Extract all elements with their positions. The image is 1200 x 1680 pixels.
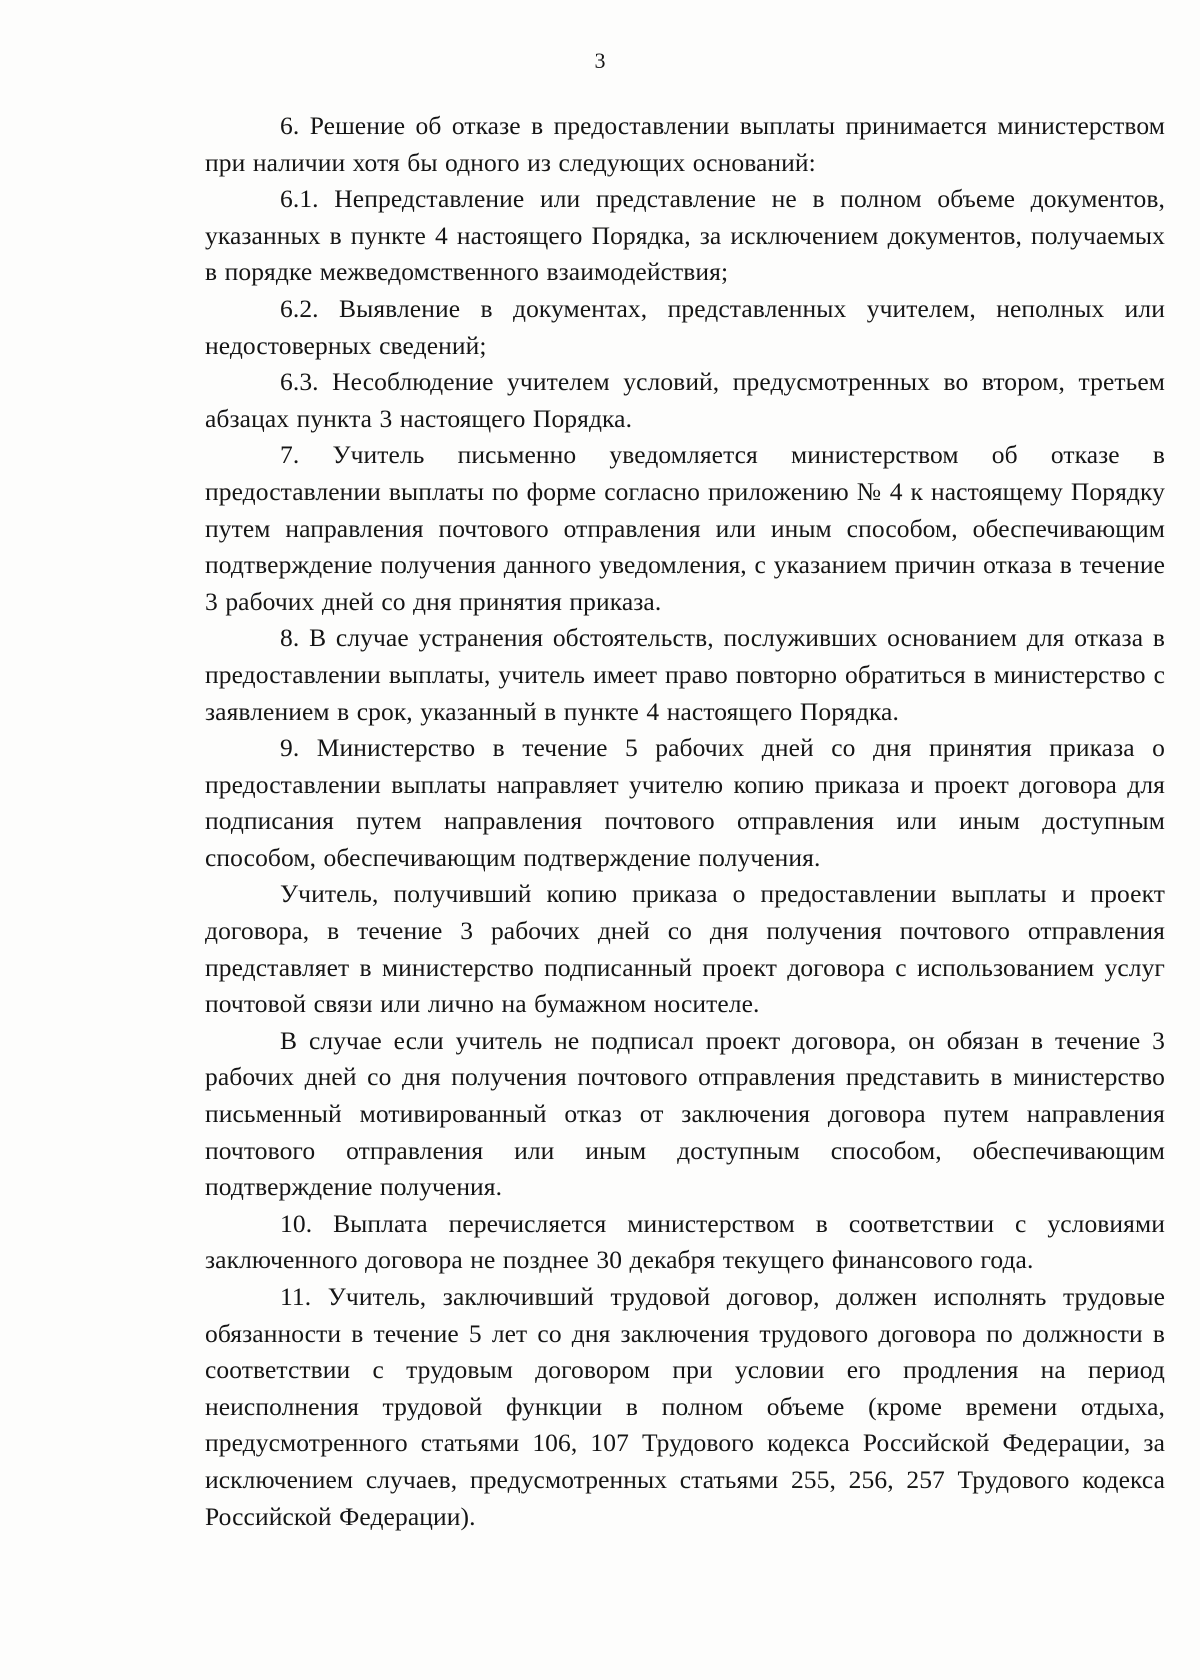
paragraph-9-teacher-signing: Учитель, получивший копию приказа о предоставлении выплаты и проект договора, в течение 3 рабочих дней со дня получения почтового отправления представляет в министерство подписанный проект договора с использованием услуг почтовой связи или лично на бумажном носителе. [205, 879, 1165, 1019]
paragraph-10: 10. Выплата перечисляется министерством в соответствии с условиями заключенного договора не позднее 30 декабря текущего финансового года. [205, 1208, 1165, 1275]
paragraph-6-1: 6.1. Непредставление или представление не в полном объеме документов, указанных в пункте 4 настоящего Порядка, за исключением документов, получаемых в порядке межведомственного взаимодействия; [205, 184, 1165, 287]
page-number: 3 [594, 48, 606, 73]
paragraph-9: 9. Министерство в течение 5 рабочих дней со дня принятия приказа о предоставлении выплаты направляет учителю копию приказа и проект договора для подписания путем направления почтового отправления или иным доступным способом, обеспечивающим подтверждение получения. [205, 733, 1165, 872]
paragraph-9-refusal: В случае если учитель не подписал проект договора, он обязан в течение 3 рабочих дней со дня получения почтового отправления представить в министерство письменный мотивированный отказ от заключения договора путем направления почтового отправления или иным доступным способом, обеспечивающим подтверждение получения. [205, 1025, 1165, 1202]
paragraph-11: 11. Учитель, заключивший трудовой договор, должен исполнять трудовые обязанности в течение 5 лет со дня заключения трудового договора по должности в соответствии с трудовым договором при условии его продления на период неисполнения трудовой функции в полном объеме (кроме времени отдыха, предусмотренного статьями 106, 107 Трудового кодекса Российской Федерации, за исключением случаев, предусмотренных статьями 255, 256, 257 Трудового кодекса Российской Федерации). [205, 1282, 1165, 1531]
paragraph-7: 7. Учитель письменно уведомляется министерством об отказе в предоставлении выплаты по форме согласно приложению № 4 к настоящему Порядку путем направления почтового отправления или иным способом, обеспечивающим подтверждение получения данного уведомления, с указанием причин отказа в течение 3 рабочих дней со дня принятия приказа. [205, 440, 1165, 616]
paragraph-8: 8. В случае устранения обстоятельств, послуживших основанием для отказа в предоставлении выплаты, учитель имеет право повторно обратиться в министерство с заявлением в срок, указанный в пункте 4 настоящего Порядка. [205, 623, 1165, 726]
paragraph-6: 6. Решение об отказе в предоставлении выплаты принимается министерством при наличии хотя бы одного из следующих оснований: [205, 111, 1165, 177]
paragraph-6-2: 6.2. Выявление в документах, представленных учителем, неполных или недостоверных сведений; [205, 293, 1165, 360]
paragraph-6-3: 6.3. Несоблюдение учителем условий, предусмотренных во втором, третьем абзацах пункта 3 настоящего Порядка. [205, 367, 1165, 433]
document-body [205, 108, 1165, 1535]
